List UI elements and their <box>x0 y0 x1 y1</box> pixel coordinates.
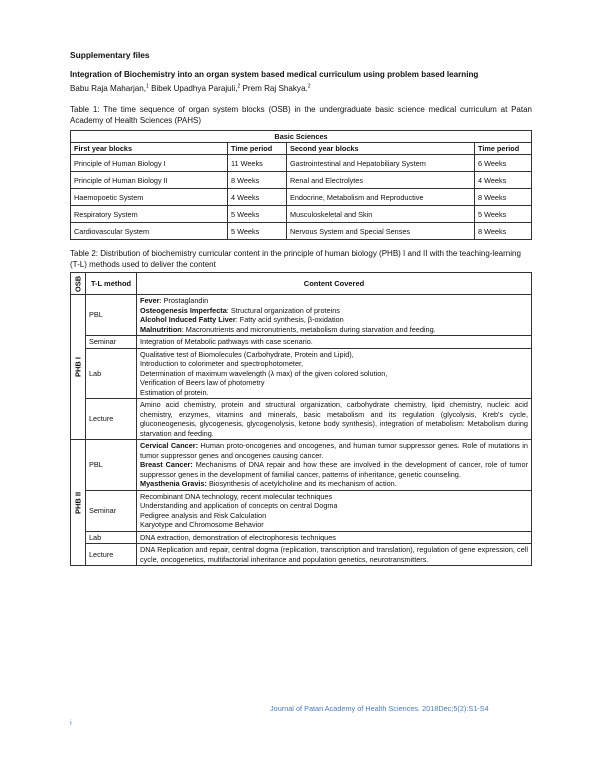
article-title: Integration of Biochemistry into an organ system based medical curriculum using problem based learning <box>70 70 479 79</box>
document-page <box>70 50 532 566</box>
table-row <box>71 399 532 440</box>
phb2-label: PHB II <box>71 440 86 566</box>
table1-col-time-1: Time period <box>228 143 287 155</box>
page-number: i <box>70 718 72 727</box>
table2-content-distribution <box>70 272 532 566</box>
table-row: Cardiovascular System 5 Weeks Nervous System and Special Senses 8 Weeks <box>71 223 532 240</box>
content-cell: DNA extraction, demonstration of electrophoresis techniques <box>137 531 532 544</box>
table-row <box>71 531 532 544</box>
content-cell: Qualitative test of Biomolecules (Carbohydrate, Protein and Lipid), Introduction to colorimeter and spectrophotometer, Determination of maximum wavelength (λ max) of the given colored solution, Verification of Beers law of photometry Estimation of protein. <box>137 348 532 399</box>
method-cell: Seminar <box>86 490 137 531</box>
table1-col-time-2: Time period <box>475 143 532 155</box>
content-cell: Integration of Metabolic pathways with case scenario. <box>137 336 532 349</box>
table2-col-osb: OSB <box>71 273 86 295</box>
table-row <box>71 544 532 566</box>
method-cell: Lab <box>86 348 137 399</box>
table-row: Respiratory System 5 Weeks Musculoskeletal and Skin 5 Weeks <box>71 206 532 223</box>
method-cell: PBL <box>86 295 137 336</box>
table2-header-row <box>71 273 532 295</box>
method-cell: Lecture <box>86 399 137 440</box>
table1-caption: Table 1: The time sequence of organ system blocks (OSB) in the undergraduate basic science medical curriculum at Patan Academy of Health Sciences (PAHS) <box>70 105 532 126</box>
table2-col-method: T-L method <box>86 273 137 295</box>
method-cell: Seminar <box>86 336 137 349</box>
table-row: Principle of Human Biology II 8 Weeks Renal and Electrolytes 4 Weeks <box>71 172 532 189</box>
content-cell: DNA Replication and repair, central dogma (replication, transcription and translation), regulation of gene expression, cell cycle, oncogenetics, multifactorial inheritance and population genetics, neurotransmitters. <box>137 544 532 566</box>
table1-col-first-year: First year blocks <box>71 143 228 155</box>
table-row <box>71 348 532 399</box>
table1-col-second-year: Second year blocks <box>287 143 475 155</box>
journal-footer: Journal of Patan Academy of Health Sciences. 2018Dec;5(2):S1-S4 <box>270 704 489 713</box>
content-cell: Amino acid chemistry, protein and structural organization, carbohydrate chemistry, lipid chemistry, nucleic acid chemistry, enzymes, vitamins and minerals, basic metabolism and its regulation (glycolysis, Kreb's cycle, gluconeogenesis, glycogenesis, glycogenolysis, ketone body synthesis), integration of metabolism: Metabolism during starvation and feeding. <box>137 399 532 440</box>
method-cell: Lab <box>86 531 137 544</box>
table-row <box>71 440 532 491</box>
author-list <box>70 82 532 95</box>
content-cell: Fever: Prostaglandin Osteogenesis Imperfecta: Structural organization of proteins Alcohol Induced Fatty Liver: Fatty acid synthesis, β-oxidation Malnutrition: Macronutrients and micronutrients, metabolism during starvation and feeding. <box>137 295 532 336</box>
table2-caption: Table 2: Distribution of biochemistry curricular content in the principle of human biology (PHB) I and II with the teaching-learning (T-L) methods used to deliver the content <box>70 249 521 270</box>
author-3: Prem Raj Shakya.$^2$ <box>240 83 311 94</box>
content-cell: Cervical Cancer: Human proto-oncogenes and oncogenes, and human tumor suppressor genes. Role of mutations in tumor suppressor genes and oncogenes causing cancer. Breast Cancer: Mechanisms of DNA repair and how these are involved in the development of cancer, role of tumor suppressor genes in the development of familial cancer, patterns of inheritance, genetic counseling. Myasthenia Gravis: Biosynthesis of acetylcholine and its mechanism of action. <box>137 440 532 491</box>
table-row: Haemopoetic System 4 Weeks Endocrine, Metabolism and Reproductive 8 Weeks <box>71 189 532 206</box>
table-row: Principle of Human Biology I 11 Weeks Gastrointestinal and Hepatobiliary System 6 Weeks <box>71 155 532 172</box>
method-cell: PBL <box>86 440 137 491</box>
author-1: Babu Raja Maharjan,$^1$ <box>70 83 149 94</box>
phb1-label: PHB I <box>71 295 86 440</box>
table1-osb-sequence <box>70 130 532 240</box>
content-cell: Recombinant DNA technology, recent molecular techniques Understanding and application of concepts on central Dogma Pedigree analysis and Risk Calculation Karyotype and Chromosome Behavior <box>137 490 532 531</box>
table-row <box>71 490 532 531</box>
author-2: Bibek Upadhya Parajuli,$^2$ <box>148 83 241 94</box>
table2-col-content: Content Covered <box>137 273 532 295</box>
table-row <box>71 336 532 349</box>
table1-group-header: Basic Sciences <box>71 131 532 143</box>
method-cell: Lecture <box>86 544 137 566</box>
table1-header-row <box>71 143 532 155</box>
supplementary-heading: Supplementary files <box>70 50 150 60</box>
table-row <box>71 295 532 336</box>
